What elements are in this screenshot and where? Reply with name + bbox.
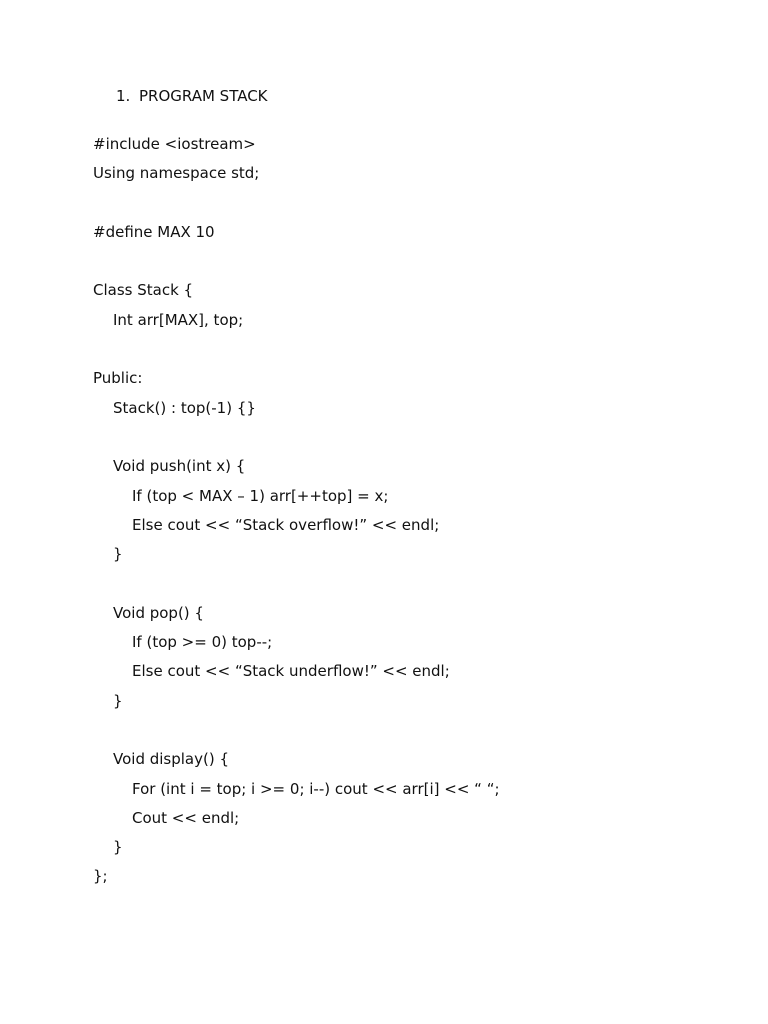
code-line: Stack() : top(-1) {} (113, 398, 256, 417)
code-line: For (int i = top; i >= 0; i--) cout << arr[i] << “ “; (132, 779, 500, 798)
code-line: If (top < MAX – 1) arr[++top] = x; (132, 486, 389, 505)
code-line: #define MAX 10 (93, 222, 215, 241)
code-line: Void pop() { (113, 603, 204, 622)
code-line: }; (93, 867, 108, 886)
code-line: Class Stack { (93, 281, 194, 300)
code-line (93, 573, 500, 602)
code-line (93, 720, 500, 749)
code-line: Using namespace std; (93, 164, 260, 183)
code-line: Else cout << “Stack underflow!” << endl; (132, 662, 450, 681)
section-heading (116, 86, 268, 106)
code-line (93, 251, 500, 280)
code-line: Int arr[MAX], top; (113, 310, 244, 329)
code-block (93, 134, 500, 896)
code-line: Void display() { (113, 750, 230, 769)
code-line: } (113, 545, 123, 564)
code-line (93, 193, 500, 222)
code-line: } (113, 691, 123, 710)
code-line (93, 339, 500, 368)
code-line: } (113, 838, 123, 857)
code-line: If (top >= 0) top--; (132, 633, 273, 652)
code-line (93, 427, 500, 456)
code-line: Public: (93, 369, 143, 388)
heading-number: 1. (116, 87, 131, 105)
code-line: Else cout << “Stack overflow!” << endl; (132, 515, 440, 534)
heading-title: PROGRAM STACK (139, 87, 268, 105)
code-line: Cout << endl; (132, 808, 240, 827)
code-line: Void push(int x) { (113, 457, 246, 476)
code-line: #include <iostream> (93, 135, 256, 153)
